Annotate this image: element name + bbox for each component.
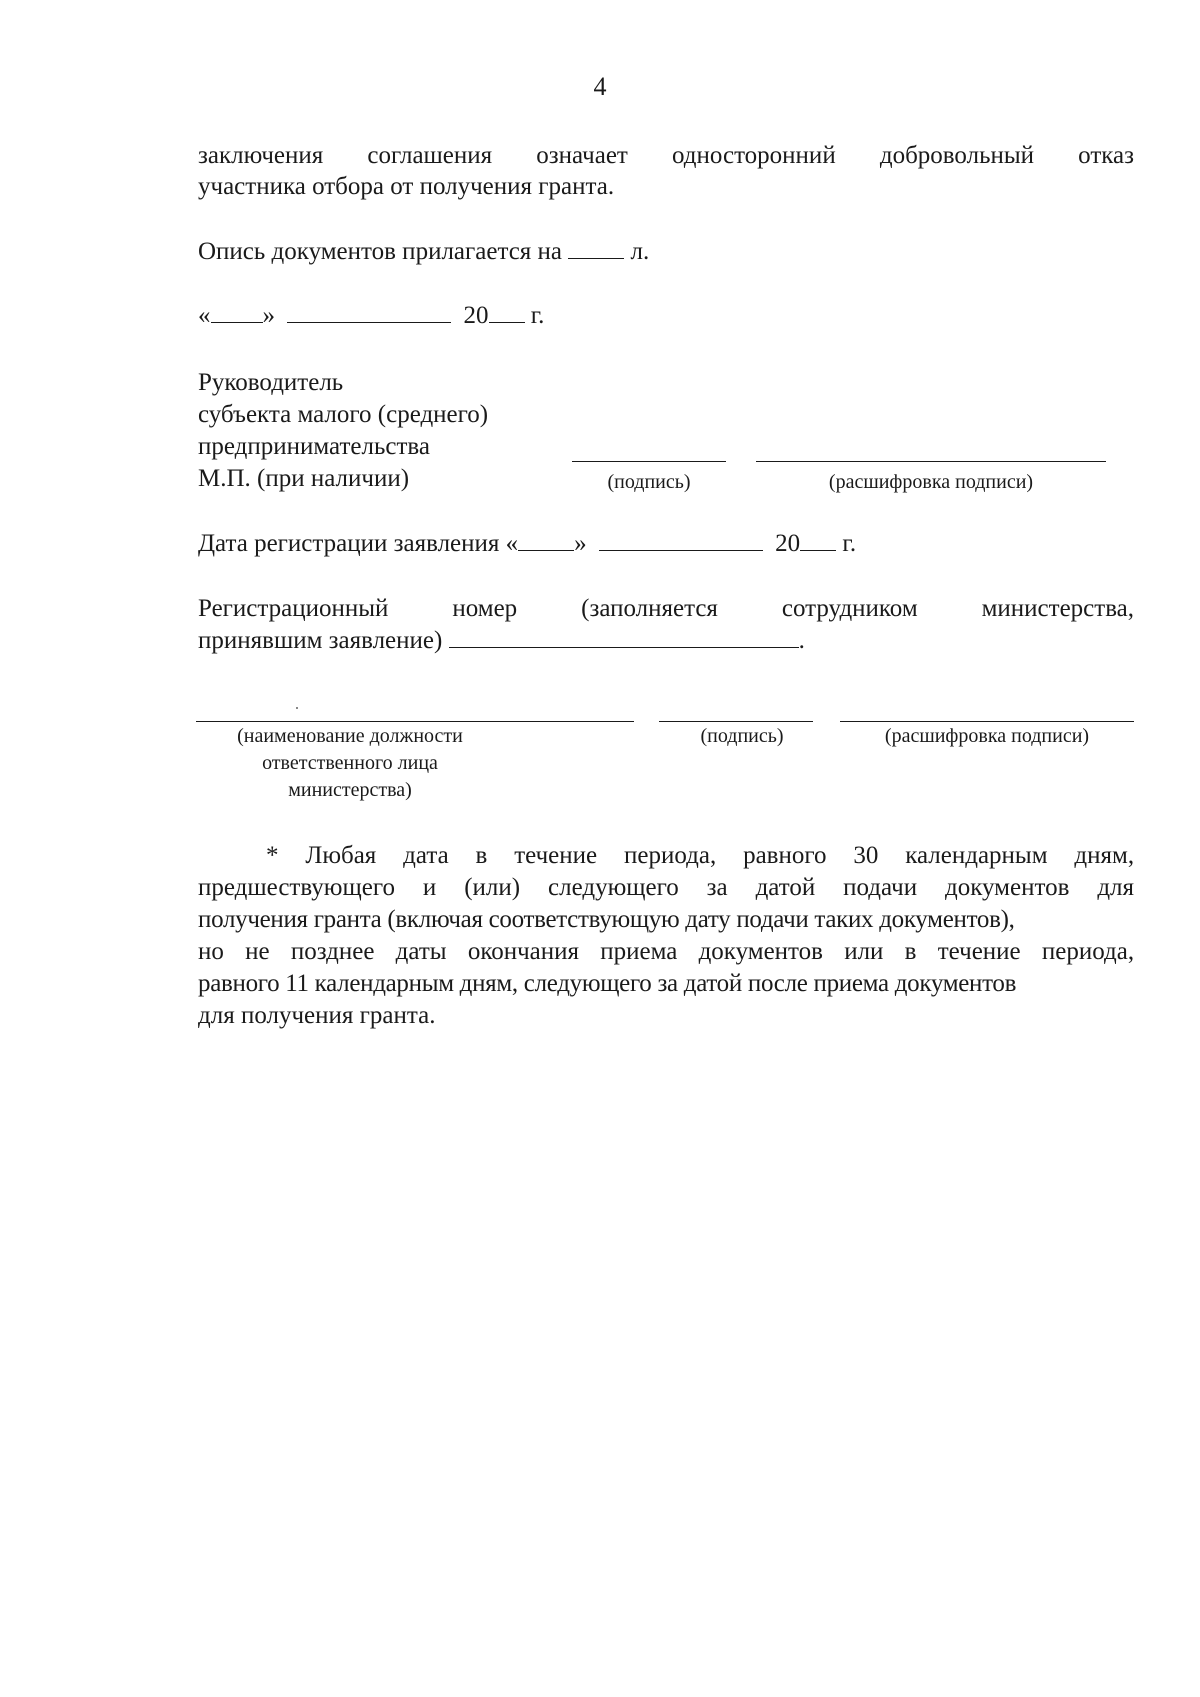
registration-date-line: [198, 528, 856, 560]
footnote-asterisk: *: [266, 842, 279, 869]
intro-line-2: участника отбора от получения гранта.: [198, 173, 615, 200]
word: добровольный: [879, 142, 1035, 169]
scan-speck: [296, 707, 298, 709]
head-signature-line[interactable]: [572, 461, 726, 462]
word: не: [245, 938, 270, 965]
word: в: [904, 938, 917, 965]
inventory-prefix: Опись документов прилагается на: [198, 238, 563, 265]
official-signature-line[interactable]: [659, 721, 813, 722]
year-prefix: 20: [463, 302, 489, 329]
head-decoding-line[interactable]: [756, 461, 1106, 462]
head-line-4: М.П. (при наличии): [198, 465, 410, 492]
word: равного: [743, 842, 827, 869]
month-blank[interactable]: [287, 300, 451, 323]
word: заключения: [198, 142, 324, 169]
footnote-line-2: [198, 872, 1134, 904]
head-line-3: предпринимательства: [198, 433, 430, 460]
word: отказ: [1078, 142, 1135, 169]
word: периода,: [624, 842, 717, 869]
word: течение: [937, 938, 1021, 965]
word: периода,: [1041, 938, 1135, 965]
day-blank[interactable]: [211, 300, 263, 323]
head-decoding-caption: (расшифровка подписи): [828, 471, 1034, 493]
registration-year-prefix: 20: [775, 530, 801, 557]
inventory-suffix: л.: [630, 238, 650, 265]
word: соглашения: [367, 142, 493, 169]
official-decoding-line[interactable]: [840, 721, 1134, 722]
page-number: 4: [593, 72, 607, 101]
registration-date-prefix: Дата регистрации заявления «: [198, 530, 519, 557]
official-decoding-caption: (расшифровка подписи): [884, 725, 1090, 747]
word: подачи: [843, 874, 918, 901]
word: течение: [514, 842, 598, 869]
word: (или): [464, 874, 521, 901]
word: односторонний: [671, 142, 836, 169]
word: следующего: [548, 874, 679, 901]
word: дата: [403, 842, 449, 869]
registration-close-quote: »: [574, 530, 587, 557]
word: приема: [600, 938, 678, 965]
word: Любая: [305, 842, 377, 869]
registration-number-prefix: принявшим заявление): [198, 627, 443, 654]
registration-year-suffix: г.: [842, 530, 857, 557]
footnote-line-6: для получения гранта.: [198, 1002, 436, 1029]
word: или: [844, 938, 884, 965]
official-position-caption-1: (наименование должности: [237, 725, 463, 747]
registration-number-line-1: [198, 593, 1134, 625]
word: даты: [395, 938, 447, 965]
head-signature-caption: (подпись): [607, 471, 691, 493]
word: означает: [536, 142, 628, 169]
word: датой: [755, 874, 816, 901]
official-position-line[interactable]: [196, 721, 634, 722]
word: дням,: [1074, 842, 1135, 869]
registration-number-blank[interactable]: [449, 625, 799, 648]
word: и: [422, 874, 437, 901]
registration-number-suffix: .: [798, 627, 805, 654]
footnote-line-3: получения гранта (включая соответствующую дату подачи таких документов),: [198, 906, 1015, 933]
word: для: [1097, 874, 1135, 901]
word: документов: [945, 874, 1070, 901]
word: номер: [452, 595, 518, 622]
application-date-line: [198, 300, 544, 332]
word: (заполняется: [581, 595, 718, 622]
registration-number-line-2: [198, 625, 805, 657]
official-position-caption-3: министерства): [288, 779, 412, 801]
inventory-line: [198, 236, 649, 268]
official-signature-caption: (подпись): [700, 725, 784, 747]
registration-month-blank[interactable]: [599, 528, 763, 551]
close-quote: »: [262, 302, 275, 329]
registration-day-blank[interactable]: [518, 528, 574, 551]
word: сотрудником: [781, 595, 918, 622]
year-blank[interactable]: [489, 300, 525, 323]
footnote-line-4: [198, 936, 1134, 968]
word: за: [706, 874, 728, 901]
word: 30 календарным: [853, 842, 1048, 869]
word: министерства,: [981, 595, 1135, 622]
inventory-pages-blank[interactable]: [568, 236, 624, 259]
head-line-1: Руководитель: [198, 369, 344, 396]
open-quote: «: [198, 302, 211, 329]
word: предшествующего: [198, 874, 395, 901]
word: документов: [698, 938, 823, 965]
word: окончания: [467, 938, 579, 965]
word: в: [475, 842, 488, 869]
head-line-2: субъекта малого (среднего): [198, 401, 489, 428]
footnote-line-5: равного 11 календарным дням, следующего за датой после приема документов: [198, 970, 1017, 997]
year-suffix: г.: [530, 302, 545, 329]
intro-line-1: [198, 140, 1134, 172]
word: но: [198, 938, 224, 965]
word: позднее: [290, 938, 375, 965]
registration-year-blank[interactable]: [800, 528, 836, 551]
footnote-line-1: [266, 840, 1134, 872]
official-position-caption-2: ответственного лица: [262, 752, 438, 774]
word: Регистрационный: [198, 595, 389, 622]
